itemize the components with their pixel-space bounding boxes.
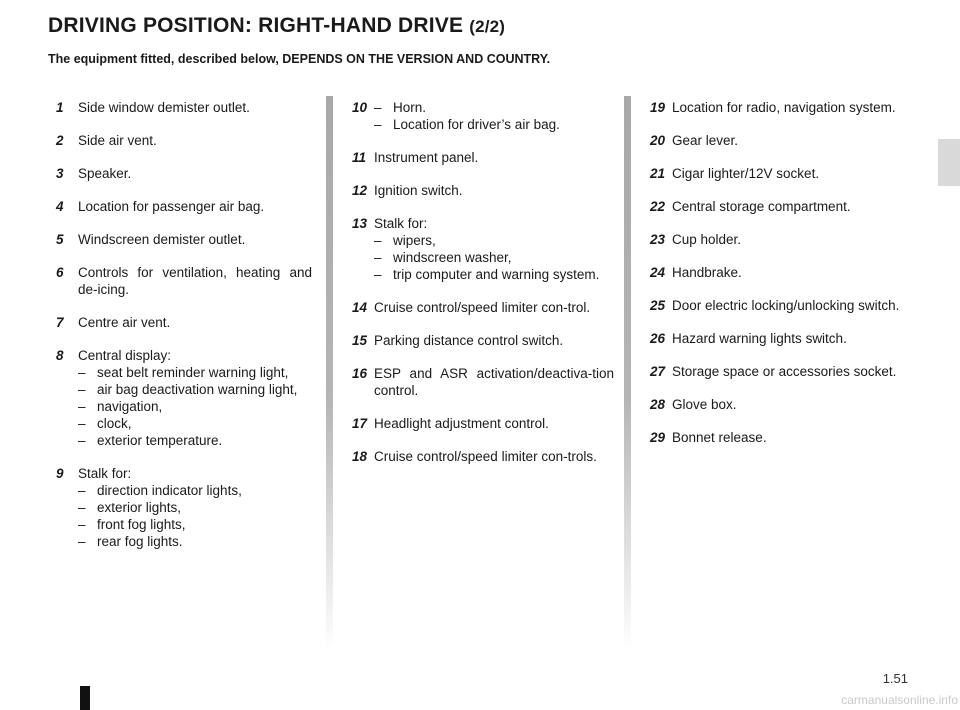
list-item — [56, 264, 312, 298]
sub-list-item: – clock, — [78, 415, 312, 432]
item-number: 2 — [56, 133, 64, 148]
list-item — [56, 165, 312, 182]
list-item — [56, 132, 312, 149]
item-number: 7 — [56, 315, 64, 330]
title-text: DRIVING POSITION: RIGHT-HAND DRIVE — [48, 14, 464, 37]
list-item — [650, 198, 912, 215]
list-item — [650, 330, 912, 347]
item-number: 12 — [352, 183, 368, 198]
item-number: 14 — [352, 300, 368, 315]
sub-list-item: – navigation, — [78, 398, 312, 415]
list-item — [56, 198, 312, 215]
sub-list-item: – exterior lights, — [78, 499, 312, 516]
item-text: Side window demister outlet. — [78, 100, 250, 115]
list-item — [650, 99, 912, 116]
page-title — [48, 14, 505, 38]
item-text: ESP and ASR activation/deactiva-tion control. — [374, 366, 614, 398]
item-number: 29 — [650, 430, 666, 445]
sub-list-item: – front fog lights, — [78, 516, 312, 533]
item-text: Glove box. — [672, 397, 737, 412]
item-number: 18 — [352, 449, 368, 464]
sub-list-item: – wipers, — [374, 232, 614, 249]
item-text: Cruise control/speed limiter con-trol. — [374, 300, 591, 315]
item-text: Windscreen demister outlet. — [78, 232, 246, 247]
page-number: 1.51 — [882, 671, 908, 686]
item-text: Storage space or accessories socket. — [672, 364, 897, 379]
item-number: 4 — [56, 199, 64, 214]
item-number: 23 — [650, 232, 666, 247]
list-item — [650, 429, 912, 446]
item-text: Door electric locking/unlocking switch. — [672, 298, 900, 313]
list-item — [352, 365, 614, 399]
item-number: 5 — [56, 232, 64, 247]
list-item — [352, 299, 614, 316]
item-number: 8 — [56, 348, 64, 363]
item-text: Central display: — [78, 348, 172, 363]
item-text: Location for radio, navigation system. — [672, 100, 896, 115]
list-item — [650, 396, 912, 413]
sub-list — [374, 99, 614, 133]
item-text: Hazard warning lights switch. — [672, 331, 847, 346]
sub-list — [374, 232, 614, 283]
item-text: Gear lever. — [672, 133, 739, 148]
item-number: 22 — [650, 199, 666, 214]
column-separator — [624, 96, 631, 650]
list-item — [352, 99, 614, 133]
list-item — [650, 132, 912, 149]
corner-mark — [80, 686, 90, 710]
item-text: Parking distance control switch. — [374, 333, 564, 348]
sub-list-item: – direction indicator lights, — [78, 482, 312, 499]
sub-list — [78, 482, 312, 550]
page-subtitle: The equipment fitted, described below, DEPENDS ON THE VERSION AND COUNTRY. — [48, 52, 551, 66]
item-text: Centre air vent. — [78, 315, 171, 330]
list-item — [650, 297, 912, 314]
item-number: 13 — [352, 216, 368, 231]
list-item — [352, 415, 614, 432]
list-item — [352, 215, 614, 283]
item-text: Stalk for: — [374, 216, 428, 231]
list-item — [650, 363, 912, 380]
sub-list-item: – air bag deactivation warning light, — [78, 381, 312, 398]
item-text: Ignition switch. — [374, 183, 463, 198]
item-number: 1 — [56, 100, 64, 115]
item-text: Speaker. — [78, 166, 132, 181]
item-text: Cruise control/speed limiter con-trols. — [374, 449, 597, 464]
item-number: 15 — [352, 333, 368, 348]
title-part: (2/2) — [469, 17, 506, 36]
item-number: 26 — [650, 331, 666, 346]
item-text: Cigar lighter/12V socket. — [672, 166, 820, 181]
column-2 — [352, 99, 614, 481]
sub-list-item: – rear fog lights. — [78, 533, 312, 550]
item-text: Cup holder. — [672, 232, 742, 247]
section-tab — [938, 139, 960, 186]
list-item — [352, 182, 614, 199]
list-item — [56, 231, 312, 248]
item-number: 3 — [56, 166, 64, 181]
list-item — [650, 231, 912, 248]
item-number: 11 — [352, 150, 367, 165]
item-number: 24 — [650, 265, 666, 280]
item-text: Bonnet release. — [672, 430, 767, 445]
list-item — [56, 347, 312, 449]
item-text: Controls for ventilation, heating and de-icing. — [78, 265, 312, 297]
list-item — [352, 332, 614, 349]
list-item — [650, 264, 912, 281]
sub-list-item: – exterior temperature. — [78, 432, 312, 449]
item-number: 25 — [650, 298, 666, 313]
list-item — [650, 165, 912, 182]
item-text: Headlight adjustment control. — [374, 416, 549, 431]
sub-list-item: – Horn. — [374, 99, 614, 116]
item-number: 19 — [650, 100, 666, 115]
item-number: 20 — [650, 133, 666, 148]
list-item — [56, 314, 312, 331]
item-number: 21 — [650, 166, 666, 181]
item-text: Stalk for: — [78, 466, 132, 481]
item-text: Handbrake. — [672, 265, 742, 280]
sub-list — [78, 364, 312, 449]
item-text: Instrument panel. — [374, 150, 479, 165]
item-text: Location for passenger air bag. — [78, 199, 265, 214]
sub-list-item: – Location for driver’s air bag. — [374, 116, 614, 133]
item-number: 28 — [650, 397, 666, 412]
item-number: 17 — [352, 416, 368, 431]
sub-list-item: – windscreen washer, — [374, 249, 614, 266]
sub-list-item: – seat belt reminder warning light, — [78, 364, 312, 381]
column-1 — [56, 99, 312, 566]
list-item — [56, 99, 312, 116]
list-item — [352, 448, 614, 465]
item-number: 10 — [352, 100, 368, 115]
item-number: 27 — [650, 364, 666, 379]
item-number: 9 — [56, 466, 64, 481]
item-text: Central storage compartment. — [672, 199, 851, 214]
item-number: 6 — [56, 265, 64, 280]
watermark: carmanualsonline.info — [841, 693, 958, 707]
list-item — [352, 149, 614, 166]
item-text: Side air vent. — [78, 133, 157, 148]
list-item — [56, 465, 312, 550]
column-separator — [326, 96, 333, 650]
column-3 — [650, 99, 912, 462]
item-number: 16 — [352, 366, 368, 381]
sub-list-item: – trip computer and warning system. — [374, 266, 614, 283]
